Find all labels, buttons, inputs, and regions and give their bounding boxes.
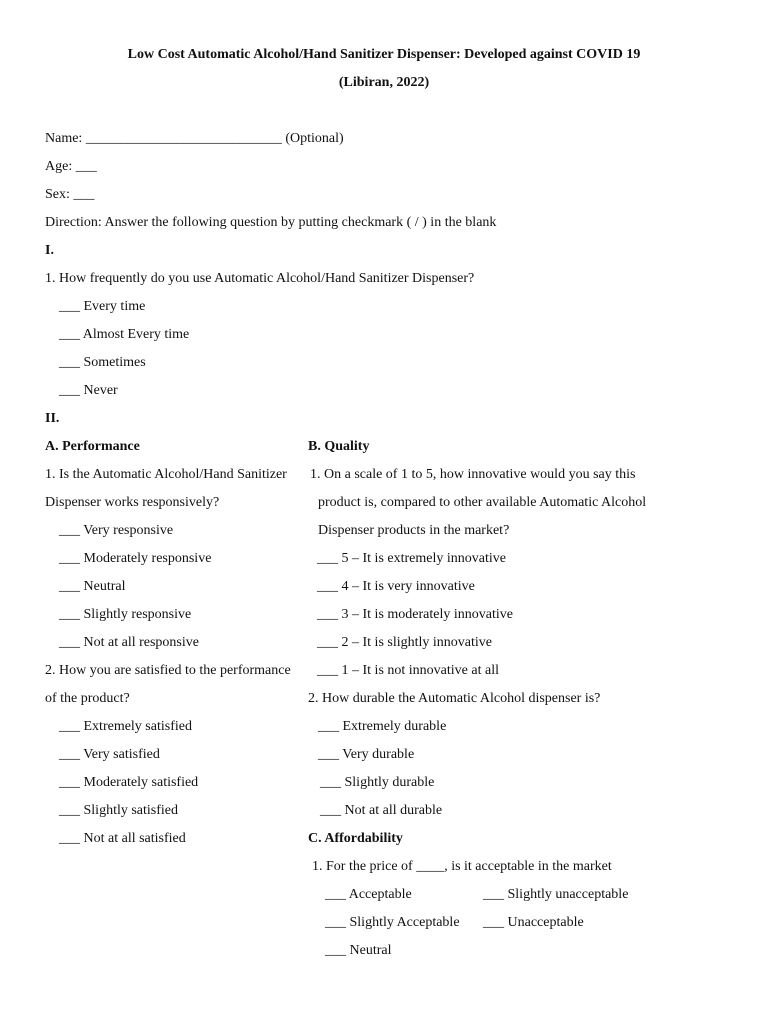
- affordability-heading: C. Affordability: [308, 831, 403, 846]
- price-question: 1. For the price of ____, is it acceptable in the market: [312, 859, 612, 874]
- responsiveness-option: ___ Neutral: [59, 579, 126, 594]
- part-1-heading: I.: [45, 243, 54, 258]
- performance-q1-line: 1. Is the Automatic Alcohol/Hand Sanitizer: [45, 467, 287, 482]
- innovation-option: ___ 3 – It is moderately innovative: [317, 607, 513, 622]
- name-field: Name: ____________________________ (Optional): [45, 131, 344, 146]
- satisfaction-option: ___ Slightly satisfied: [59, 803, 178, 818]
- frequency-option: ___ Never: [59, 383, 118, 398]
- quality-q1-line: Dispenser products in the market?: [318, 523, 510, 538]
- satisfaction-option: ___ Not at all satisfied: [59, 831, 186, 846]
- performance-q2-line: 2. How you are satisfied to the performance: [45, 663, 291, 678]
- frequency-question: 1. How frequently do you use Automatic Alcohol/Hand Sanitizer Dispenser?: [45, 271, 475, 286]
- satisfaction-option: ___ Very satisfied: [59, 747, 160, 762]
- document-citation: (Libiran, 2022): [338, 75, 430, 90]
- satisfaction-option: ___ Moderately satisfied: [59, 775, 199, 790]
- satisfaction-option: ___ Extremely satisfied: [59, 719, 192, 734]
- document-title: Low Cost Automatic Alcohol/Hand Sanitizer Dispenser: Developed against COVID 19: [127, 47, 641, 62]
- innovation-option: ___ 1 – It is not innovative at all: [317, 663, 499, 678]
- affordability-option: ___ Neutral: [325, 943, 392, 958]
- performance-q1-line: Dispenser works responsively?: [45, 495, 220, 510]
- quality-q1-line: 1. On a scale of 1 to 5, how innovative would you say this: [310, 467, 636, 482]
- durability-option: ___ Slightly durable: [320, 775, 435, 790]
- frequency-option: ___ Every time: [59, 299, 146, 314]
- durability-option: ___ Very durable: [318, 747, 415, 762]
- performance-q2-line: of the product?: [45, 691, 130, 706]
- innovation-option: ___ 5 – It is extremely innovative: [317, 551, 506, 566]
- responsiveness-option: ___ Moderately responsive: [59, 551, 212, 566]
- frequency-option: ___ Almost Every time: [59, 327, 190, 342]
- affordability-option: ___ Slightly Acceptable: [325, 915, 460, 930]
- affordability-option: ___ Slightly unacceptable: [483, 887, 629, 902]
- responsiveness-option: ___ Very responsive: [59, 523, 174, 538]
- durability-option: ___ Extremely durable: [318, 719, 447, 734]
- innovation-option: ___ 4 – It is very innovative: [317, 579, 475, 594]
- responsiveness-option: ___ Not at all responsive: [59, 635, 199, 650]
- durability-option: ___ Not at all durable: [320, 803, 443, 818]
- durability-question: 2. How durable the Automatic Alcohol dispenser is?: [308, 691, 601, 706]
- affordability-option: ___ Acceptable: [325, 887, 412, 902]
- quality-q1-line: product is, compared to other available Automatic Alcohol: [318, 495, 647, 510]
- sex-field: Sex: ___: [45, 187, 95, 202]
- part-2-heading: II.: [45, 411, 60, 426]
- direction-text: Direction: Answer the following question by putting checkmark ( / ) in the blank: [45, 215, 497, 230]
- performance-heading: A. Performance: [45, 439, 140, 454]
- age-field: Age: ___: [45, 159, 97, 174]
- responsiveness-option: ___ Slightly responsive: [59, 607, 192, 622]
- affordability-option: ___ Unacceptable: [483, 915, 584, 930]
- innovation-option: ___ 2 – It is slightly innovative: [317, 635, 492, 650]
- frequency-option: ___ Sometimes: [59, 355, 146, 370]
- quality-heading: B. Quality: [308, 439, 370, 454]
